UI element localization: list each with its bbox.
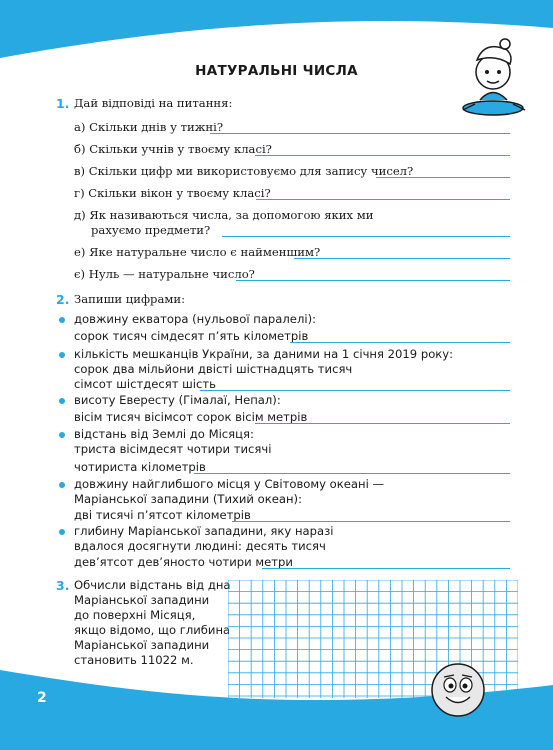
task-2-item-1-words: сорок тисяч сімдесят п’ять кілометрів xyxy=(74,329,309,343)
task-2-item-2-prompt: кількість мешканців України, за даними на 1 січня 2019 року: xyxy=(74,347,454,361)
task-2-item-3-prompt: висоту Евересту (Гімалаї, Непал): xyxy=(74,393,281,407)
smiley-face-icon xyxy=(430,662,486,718)
task-2-item-3-words: вісім тисяч вісімсот сорок вісім метрів xyxy=(74,410,308,424)
task-1-number: 1. xyxy=(56,96,70,111)
task-3-number: 3. xyxy=(56,578,70,593)
answer-line-2-1[interactable] xyxy=(290,342,510,343)
page-title: НАТУРАЛЬНІ ЧИСЛА xyxy=(195,63,358,79)
task-2-item-6-prompt: глибину Маріанської западини, яку наразі xyxy=(74,524,334,538)
task-2-item-6-words-1: вдалося досягнути людині: десять тисяч xyxy=(74,539,326,553)
answer-line-2-4[interactable] xyxy=(194,473,510,474)
task-2-heading: Запиши цифрами: xyxy=(74,292,186,306)
task-2-item-1-prompt: довжину екватора (нульової паралелі): xyxy=(74,312,317,326)
question-text: Скільки учнів у твоєму класі? xyxy=(89,142,272,156)
question-ye xyxy=(74,267,255,281)
answer-line-b[interactable] xyxy=(255,155,510,156)
task-2-item-6-words-2: дев’ятсот дев’яносто чотири метри xyxy=(74,555,293,569)
question-d xyxy=(74,208,373,222)
question-text: Нуль — натуральне число? xyxy=(88,267,255,281)
question-e xyxy=(74,245,320,259)
answer-line-v[interactable] xyxy=(376,177,510,178)
answer-line-a[interactable] xyxy=(210,133,510,134)
question-letter: в) xyxy=(74,164,86,178)
question-letter: є) xyxy=(74,267,86,281)
task-3-line-2: Маріанської западини xyxy=(74,593,210,607)
question-text: Як називаються числа, за допомогою яких ми xyxy=(89,208,374,222)
bullet-icon xyxy=(59,432,65,438)
bullet-icon xyxy=(59,352,65,358)
task-2-item-2-words-1: сорок два мільйони двісті шістнадцять тисяч xyxy=(74,362,353,376)
question-text: Скільки днів у тижні? xyxy=(89,120,224,134)
task-3-line-1: Обчисли відстань від дна xyxy=(74,578,231,592)
bullet-icon xyxy=(59,529,65,535)
task-3-line-4: якщо відомо, що глибина xyxy=(74,623,231,637)
bullet-icon xyxy=(59,482,65,488)
task-2-item-5-prompt: довжину найглибшого місця у Світовому океані — xyxy=(74,477,385,491)
question-letter: б) xyxy=(74,142,86,156)
task-2-item-5-words-2: дві тисячі п’ятсот кілометрів xyxy=(74,508,251,522)
task-2-item-4-prompt: відстань від Землі до Місяця: xyxy=(74,427,254,441)
question-g xyxy=(74,186,271,200)
question-text: Скільки цифр ми використовуємо для запису чисел? xyxy=(88,164,414,178)
page-number: 2 xyxy=(37,690,47,706)
question-a xyxy=(74,120,223,134)
task-3-line-5: Маріанської западини xyxy=(74,638,210,652)
question-text: Скільки вікон у твоєму класі? xyxy=(88,186,271,200)
answer-line-2-3[interactable] xyxy=(255,423,510,424)
answer-line-g[interactable] xyxy=(256,199,510,200)
bullet-icon xyxy=(59,398,65,404)
answer-line-2-2[interactable] xyxy=(200,390,510,391)
question-letter: е) xyxy=(74,245,86,259)
question-letter: д) xyxy=(74,208,86,222)
task-2-item-4-words-1: триста вісімдесят чотири тисячі xyxy=(74,442,272,456)
answer-line-2-5[interactable] xyxy=(232,521,510,522)
answer-line-d[interactable] xyxy=(222,236,510,237)
answer-line-2-6[interactable] xyxy=(262,568,510,569)
task-1-heading: Дай відповіді на питання: xyxy=(74,96,233,110)
question-v xyxy=(74,164,413,178)
question-letter: г) xyxy=(74,186,85,200)
task-2-item-2-words-2: сімсот шістдесят шість xyxy=(74,377,216,391)
question-d-continued: рахуємо предмети? xyxy=(91,223,211,237)
task-2-item-4-words-2: чотириста кілометрів xyxy=(74,460,206,474)
task-2-item-5-words-1: Маріанської западини (Тихий океан): xyxy=(74,492,302,506)
answer-line-e[interactable] xyxy=(294,258,510,259)
task-2-number: 2. xyxy=(56,292,70,307)
bullet-icon xyxy=(59,317,65,323)
task-3-line-6: становить 11022 м. xyxy=(74,653,194,667)
question-text: Яке натуральне число є найменшим? xyxy=(89,245,321,259)
girl-mascot-illustration xyxy=(455,30,530,125)
task-3-line-3: до поверхні Місяця, xyxy=(74,608,196,622)
answer-line-ye[interactable] xyxy=(236,280,510,281)
question-letter: а) xyxy=(74,120,86,134)
question-b xyxy=(74,142,272,156)
